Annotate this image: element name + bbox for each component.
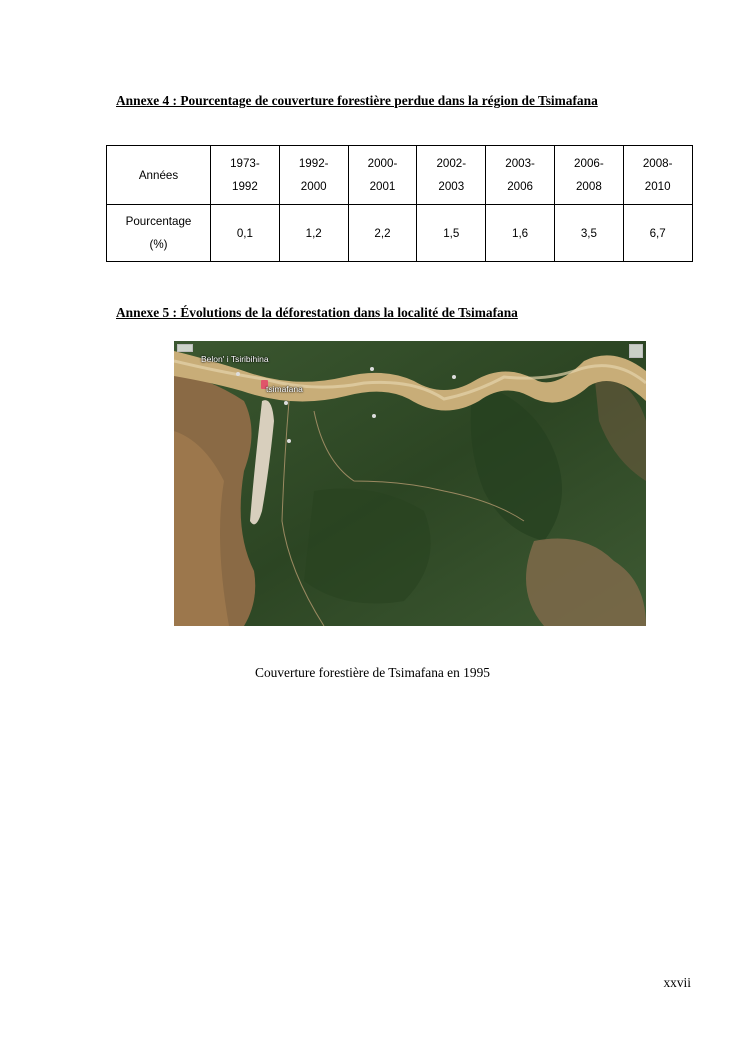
period-cell: 2006- 2008 [554,146,623,205]
map-label-tsimafana: tsimafana [266,384,303,394]
period-cell: 2002- 2003 [417,146,486,205]
percentage-cell: 1,6 [486,205,555,262]
row-header-years: Années [107,146,211,205]
row-header-percentage: Pourcentage (%) [107,205,211,262]
percentage-cell: 1,2 [279,205,348,262]
table-row-years [107,146,693,205]
period-cell: 2000- 2001 [348,146,417,205]
map-scale-control [177,344,193,352]
map-layer-control [629,344,643,358]
place-pin-icon [287,439,291,443]
period-cell: 2003- 2006 [486,146,555,205]
percentage-cell: 1,5 [417,205,486,262]
period-cell: 2008- 2010 [623,146,692,205]
place-pin-icon [370,367,374,371]
map-label-belon: Belon' i Tsiribihina [201,354,269,364]
period-cell: 1973- 1992 [211,146,280,205]
forest-loss-table [106,145,693,262]
map-caption: Couverture forestière de Tsimafana en 1995 [255,665,490,680]
place-pin-icon [372,414,376,418]
page-number: xxvii [663,975,691,990]
place-pin-icon [284,401,288,405]
place-pin-icon [452,375,456,379]
percentage-cell: 6,7 [623,205,692,262]
satellite-map-graphic [174,341,646,626]
place-pin-icon [236,372,240,376]
percentage-cell: 2,2 [348,205,417,262]
period-cell: 1992- 2000 [279,146,348,205]
table-row-percentage [107,205,693,262]
annexe4-heading: Annexe 4 : Pourcentage de couverture forestière perdue dans la région de Tsimafana [116,93,598,108]
satellite-map-image [174,341,646,626]
percentage-cell: 3,5 [554,205,623,262]
dense-forest-patch [304,489,431,604]
annexe5-heading: Annexe 5 : Évolutions de la déforestation dans la localité de Tsimafana [116,305,518,320]
percentage-cell: 0,1 [211,205,280,262]
